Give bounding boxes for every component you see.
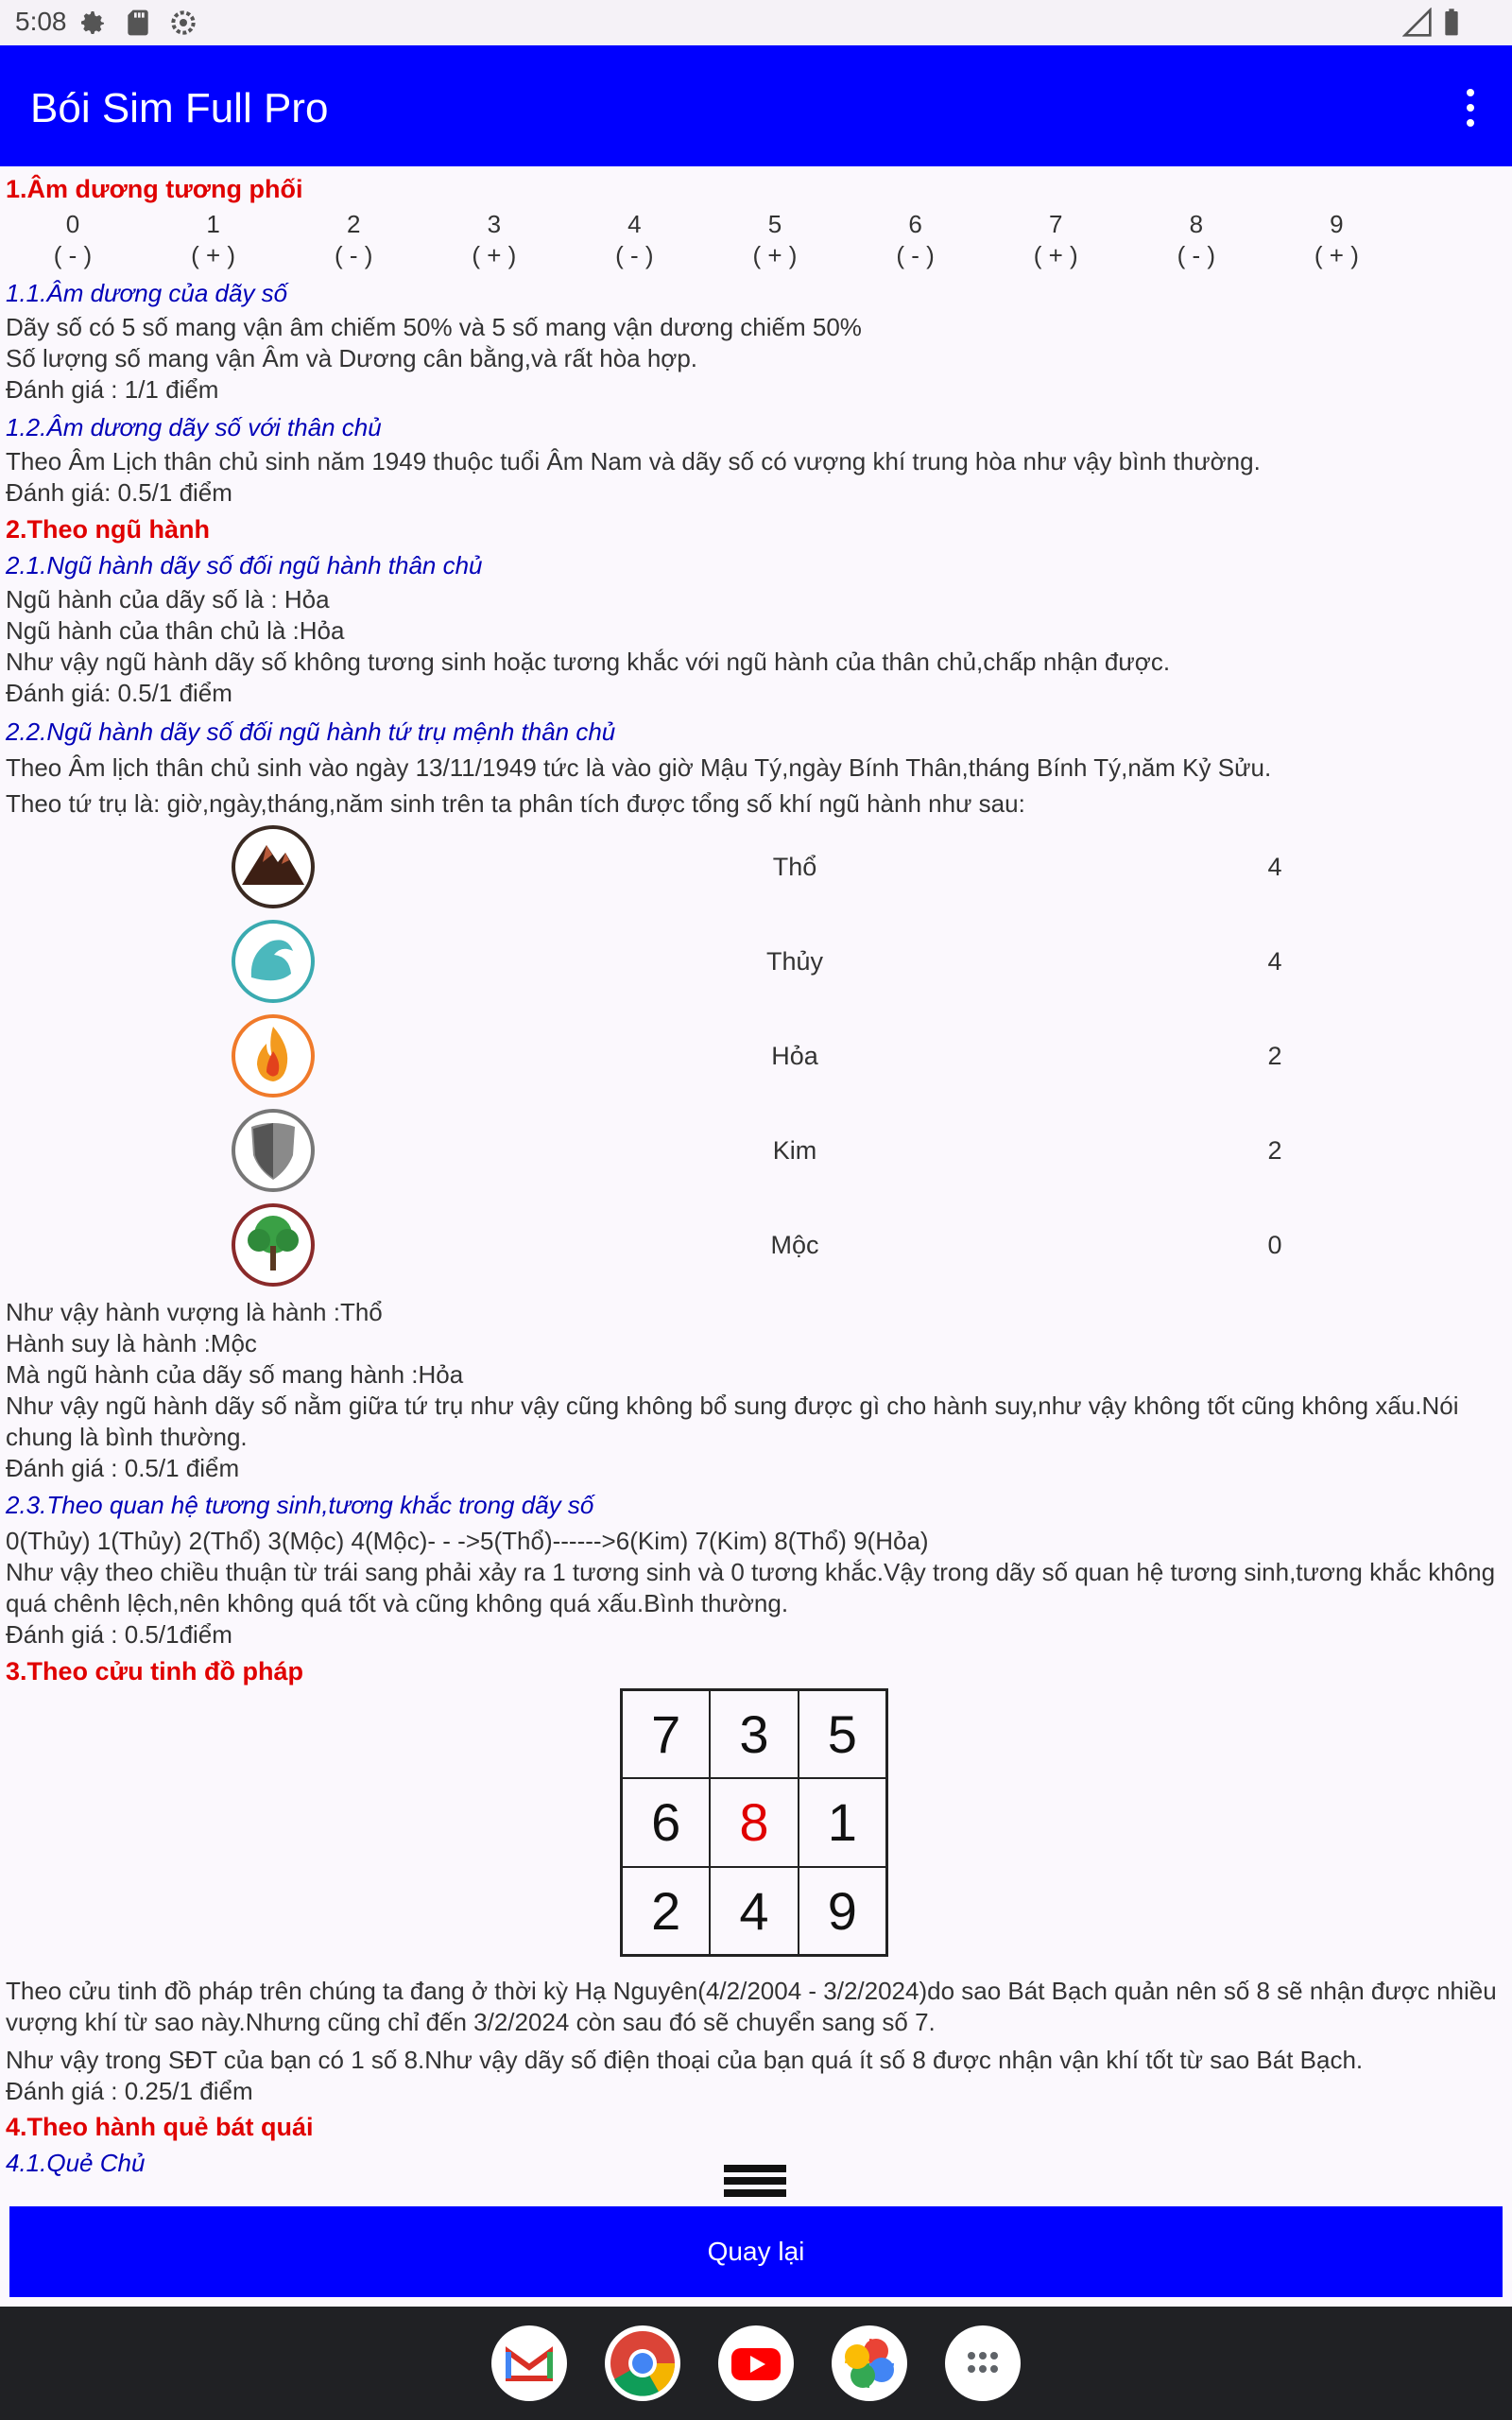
- taskbar: [0, 2307, 1512, 2420]
- yinyang-digit-column: [873, 209, 958, 271]
- grid-cell: 1: [799, 1778, 886, 1866]
- text-line: Ngũ hành của thân chủ là :Hỏa: [6, 616, 345, 645]
- youtube-icon[interactable]: [718, 2325, 794, 2401]
- section-4-1-heading: 4.1.Quẻ Chủ: [6, 2149, 146, 2177]
- yinyang-sign: ( - ): [1177, 241, 1215, 269]
- text-line: Hành suy là hành :Mộc: [6, 1329, 257, 1357]
- section-2-3-heading: 2.3.Theo quan hệ tương sinh,tương khắc trong dãy số: [6, 1491, 594, 1519]
- section-1-2-heading: 1.2.Âm dương dãy số với thân chủ: [6, 413, 382, 441]
- digit: 5: [767, 210, 782, 238]
- gmail-icon[interactable]: [491, 2325, 567, 2401]
- text-line: Ngũ hành của dãy số là : Hỏa: [6, 585, 330, 614]
- element-name: Kim: [772, 1136, 817, 1165]
- yinyang-digit-column: [1013, 209, 1098, 271]
- digit: 8: [1189, 210, 1204, 238]
- yinyang-sign: ( + ): [752, 241, 798, 269]
- text-line: Như vậy trong SĐT của bạn có 1 số 8.Như vậy dãy số điện thoại của bạn quá ít số 8 được nhận vận khí tốt từ sao Bát Bạch.: [6, 2046, 1364, 2074]
- yinyang-sign: ( - ): [615, 241, 654, 269]
- digit: 7: [1048, 210, 1063, 238]
- element-name: Mộc: [770, 1231, 819, 1259]
- digit: 4: [627, 210, 642, 238]
- grid-cell: 3: [710, 1690, 798, 1778]
- relation-chain: 0(Thủy) 1(Thủy) 2(Thổ) 3(Mộc) 4(Mộc)- - ->5(Thổ)------>6(Kim) 7(Kim) 8(Thổ) 9(Hỏa): [6, 1527, 929, 1555]
- section-3-heading: 3.Theo cửu tinh đồ pháp: [6, 1657, 304, 1685]
- grid-cell: 6: [622, 1778, 710, 1866]
- yinyang-digit-column: [30, 209, 115, 271]
- yinyang-digit-column: [171, 209, 256, 271]
- text-line: Mà ngũ hành của dãy số mang hành :Hỏa: [6, 1360, 464, 1389]
- text-line: Dãy số có 5 số mang vận âm chiếm 50% và 5 số mang vận dương chiếm 50%: [6, 313, 862, 341]
- section-4-heading: 4.Theo hành quẻ bát quái: [6, 2113, 314, 2141]
- water-icon: [231, 919, 316, 1004]
- trigram-icon: [724, 2165, 786, 2202]
- score-line: Đánh giá : 0.5/1điểm: [6, 1620, 232, 1649]
- text-line: Số lượng số mang vận Âm và Dương cân bằng,và rất hòa hợp.: [6, 344, 698, 372]
- yinyang-sign: ( + ): [1314, 241, 1359, 269]
- app-bar: [0, 45, 1512, 166]
- element-count: 0: [1267, 1231, 1282, 1259]
- sd-card-icon: [123, 8, 153, 38]
- overflow-menu-icon[interactable]: [1465, 89, 1476, 127]
- fire-icon: [231, 1013, 316, 1098]
- score-line: Đánh giá : 0.5/1 điểm: [6, 1454, 240, 1482]
- digit: 1: [206, 210, 220, 238]
- yinyang-sign: ( + ): [1033, 241, 1078, 269]
- lo-shu-grid: [620, 1688, 888, 1957]
- text-line: Theo tứ trụ là: giờ,ngày,tháng,năm sinh trên ta phân tích được tổng số khí ngũ hành như sau:: [6, 789, 1025, 818]
- score-line: Đánh giá: 0.5/1 điểm: [6, 478, 232, 507]
- element-name: Thổ: [772, 853, 817, 881]
- status-time: 5:08: [15, 7, 67, 36]
- section-1-1-heading: 1.1.Âm dương của dãy số: [6, 279, 288, 307]
- section-2-2-heading: 2.2.Ngũ hành dãy số đối ngũ hành tứ trụ mệnh thân chủ: [6, 717, 616, 746]
- grid-cell: 9: [799, 1867, 886, 1955]
- digit: 3: [487, 210, 502, 238]
- element-name: Thủy: [765, 947, 824, 976]
- text-paragraph: Như vậy ngũ hành dãy số nằm giữa tứ trụ như vậy cũng không bổ sung được gì cho hành suy,như vậy không tốt cũng không xấu.Nói chung là bình thường.: [6, 1392, 1459, 1451]
- wood-tree-icon: [231, 1202, 316, 1288]
- text-line: Theo Âm lịch thân chủ sinh vào ngày 13/11/1949 tức là vào giờ Mậu Tý,ngày Bính Thân,tháng Bính Tý,năm Kỷ Sửu.: [6, 753, 1272, 782]
- earth-mountain-icon: [231, 824, 316, 909]
- grid-cell: 2: [622, 1867, 710, 1955]
- section-1-heading: 1.Âm dương tương phối: [6, 175, 303, 203]
- result-content[interactable]: [0, 166, 1512, 2201]
- score-line: Đánh giá : 1/1 điểm: [6, 375, 219, 404]
- metal-shield-icon: [231, 1108, 316, 1193]
- score-line: Đánh giá : 0.25/1 điểm: [6, 2077, 253, 2105]
- element-count: 4: [1267, 947, 1282, 976]
- text-paragraph: Như vậy theo chiều thuận từ trái sang phải xảy ra 1 tương sinh và 0 tương khắc.Vậy trong dãy số quan hệ tương sinh,tương khắc không quá chênh lệch,nên không quá tốt và cũng không quá xấu.Bình thường.: [6, 1558, 1496, 1617]
- back-button[interactable]: Quay lại: [9, 2206, 1503, 2297]
- status-bar: [0, 0, 1512, 45]
- grid-cell-center: 8: [710, 1778, 798, 1866]
- chrome-icon[interactable]: [605, 2325, 680, 2401]
- digit: 9: [1330, 210, 1344, 238]
- app-title: Bói Sim Full Pro: [30, 85, 329, 131]
- grid-cell: 4: [710, 1867, 798, 1955]
- digit: 0: [65, 210, 80, 238]
- score-line: Đánh giá: 0.5/1 điểm: [6, 679, 232, 707]
- text-line: Như vậy hành vượng là hành :Thổ: [6, 1298, 383, 1326]
- section-2-1-heading: 2.1.Ngũ hành dãy số đối ngũ hành thân chủ: [6, 551, 483, 579]
- text-paragraph: Theo cửu tinh đồ pháp trên chúng ta đang ở thời kỳ Hạ Nguyên(4/2/2004 - 3/2/2024)do sao Bát Bạch quản nên số 8 sẽ nhận được nhiều vượng khí từ sao này.Nhưng cũng chỉ đến 3/2/2024 còn sau đó sẽ chuyển sang số 7.: [6, 1977, 1497, 2036]
- yinyang-digit-column: [592, 209, 677, 271]
- app-drawer-icon[interactable]: [945, 2325, 1021, 2401]
- section-2-heading: 2.Theo ngũ hành: [6, 515, 210, 544]
- yinyang-sign: ( + ): [191, 241, 236, 269]
- yinyang-sign: ( + ): [472, 241, 517, 269]
- text-line: Như vậy ngũ hành dãy số không tương sinh hoặc tương khắc với ngũ hành của thân chủ,chấp nhận được.: [6, 648, 1171, 676]
- element-count: 4: [1267, 853, 1282, 881]
- digit: 2: [346, 210, 361, 238]
- settings-gear-icon: [77, 8, 108, 38]
- battery-icon: [1436, 8, 1467, 38]
- digit: 6: [908, 210, 922, 238]
- yinyang-sign: ( - ): [53, 241, 93, 269]
- photos-icon[interactable]: [832, 2325, 907, 2401]
- yinyang-digit-column: [311, 209, 396, 271]
- text-line: Theo Âm Lịch thân chủ sinh năm 1949 thuộc tuổi Âm Nam và dãy số có vượng khí trung hòa như vậy bình thường.: [6, 447, 1261, 475]
- debug-gear-icon: [168, 8, 198, 38]
- yinyang-digit-column: [732, 209, 817, 271]
- signal-icon: [1402, 8, 1433, 38]
- yinyang-digit-column: [1154, 209, 1239, 271]
- element-count: 2: [1267, 1042, 1282, 1070]
- yinyang-sign: ( - ): [896, 241, 935, 269]
- yinyang-sign: ( - ): [334, 241, 373, 269]
- yinyang-digit-column: [452, 209, 537, 271]
- grid-cell: 5: [799, 1690, 886, 1778]
- yinyang-digit-column: [1294, 209, 1379, 271]
- grid-cell: 7: [622, 1690, 710, 1778]
- element-name: Hỏa: [771, 1042, 818, 1070]
- element-count: 2: [1267, 1136, 1282, 1165]
